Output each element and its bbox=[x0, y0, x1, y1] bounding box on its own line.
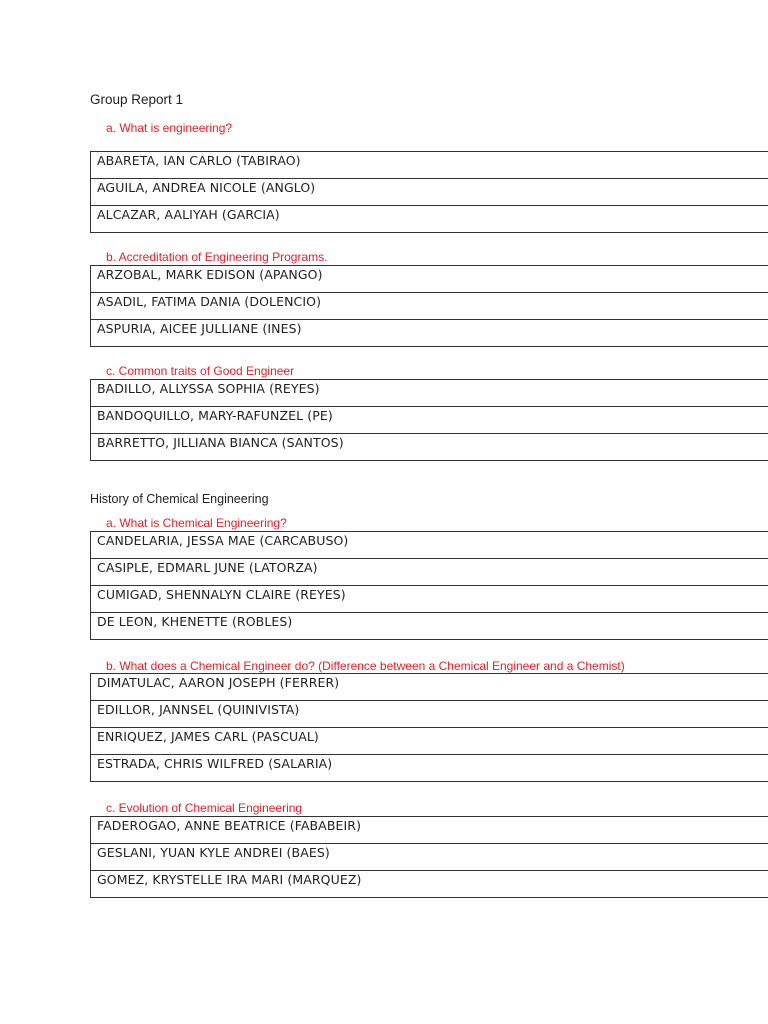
section-heading-group-report-1: Group Report 1 bbox=[90, 92, 184, 107]
table-row bbox=[90, 293, 768, 320]
item-title-what-is-chemical-engineering: a. What is Chemical Engineering? bbox=[106, 516, 287, 530]
member-name: ALCAZAR, AALIYAH (GARCIA) bbox=[97, 207, 280, 222]
item-title-evolution: c. Evolution of Chemical Engineering bbox=[106, 801, 303, 815]
table-row bbox=[90, 407, 768, 434]
name-table-4 bbox=[90, 531, 768, 640]
member-name: GOMEZ, KRYSTELLE IRA MARI (MARQUEZ) bbox=[97, 872, 362, 887]
table-row bbox=[90, 320, 768, 347]
member-name: DIMATULAC, AARON JOSEPH (FERRER) bbox=[97, 675, 340, 690]
table-row bbox=[90, 871, 768, 898]
member-name: ASPURIA, AICEE JULLIANE (INES) bbox=[97, 321, 302, 336]
table-row bbox=[90, 755, 768, 782]
table-row bbox=[90, 613, 768, 640]
table-row bbox=[90, 532, 768, 559]
member-name: ABARETA, IAN CARLO (TABIRAO) bbox=[97, 153, 301, 168]
member-name: CANDELARIA, JESSA MAE (CARCABUSO) bbox=[97, 533, 349, 548]
table-row bbox=[90, 152, 768, 179]
item-title-common-traits: c. Common traits of Good Engineer bbox=[106, 364, 295, 378]
table-row bbox=[90, 179, 768, 206]
table-row bbox=[90, 380, 768, 407]
table-row bbox=[90, 586, 768, 613]
member-name: FADEROGAO, ANNE BEATRICE (FABABEIR) bbox=[97, 818, 362, 833]
table-row bbox=[90, 817, 768, 844]
table-row bbox=[90, 728, 768, 755]
table-row bbox=[90, 559, 768, 586]
name-table-5 bbox=[90, 673, 768, 782]
member-name: BADILLO, ALLYSSA SOPHIA (REYES) bbox=[97, 381, 320, 396]
table-row bbox=[90, 434, 768, 461]
table-row bbox=[90, 266, 768, 293]
member-name: ESTRADA, CHRIS WILFRED (SALARIA) bbox=[97, 756, 333, 771]
member-name: DE LEON, KHENETTE (ROBLES) bbox=[97, 614, 293, 629]
member-name: ASADIL, FATIMA DANIA (DOLENCIO) bbox=[97, 294, 322, 309]
member-name: AGUILA, ANDREA NICOLE (ANGLO) bbox=[97, 180, 316, 195]
member-name: ENRIQUEZ, JAMES CARL (PASCUAL) bbox=[97, 729, 319, 744]
member-name: BANDOQUILLO, MARY-RAFUNZEL (PE) bbox=[97, 408, 333, 423]
table-row bbox=[90, 674, 768, 701]
table-row bbox=[90, 701, 768, 728]
member-name: GESLANI, YUAN KYLE ANDREI (BAES) bbox=[97, 845, 330, 860]
member-name: BARRETTO, JILLIANA BIANCA (SANTOS) bbox=[97, 435, 344, 450]
item-title-accreditation: b. Accreditation of Engineering Programs. bbox=[106, 250, 328, 264]
table-row bbox=[90, 206, 768, 233]
name-table-6 bbox=[90, 816, 768, 898]
member-name: CUMIGAD, SHENNALYN CLAIRE (REYES) bbox=[97, 587, 346, 602]
item-title-what-does-chemical-engineer-do: b. What does a Chemical Engineer do? (Difference between a Chemical Engineer and a Chemist) bbox=[106, 659, 625, 673]
name-table-1 bbox=[90, 151, 768, 233]
name-table-3 bbox=[90, 379, 768, 461]
member-name: EDILLOR, JANNSEL (QUINIVISTA) bbox=[97, 702, 300, 717]
item-title-what-is-engineering: a. What is engineering? bbox=[106, 121, 233, 135]
name-table-2 bbox=[90, 265, 768, 347]
member-name: CASIPLE, EDMARL JUNE (LATORZA) bbox=[97, 560, 318, 575]
member-name: ARZOBAL, MARK EDISON (APANGO) bbox=[97, 267, 323, 282]
section-heading-history: History of Chemical Engineering bbox=[90, 492, 269, 506]
table-row bbox=[90, 844, 768, 871]
